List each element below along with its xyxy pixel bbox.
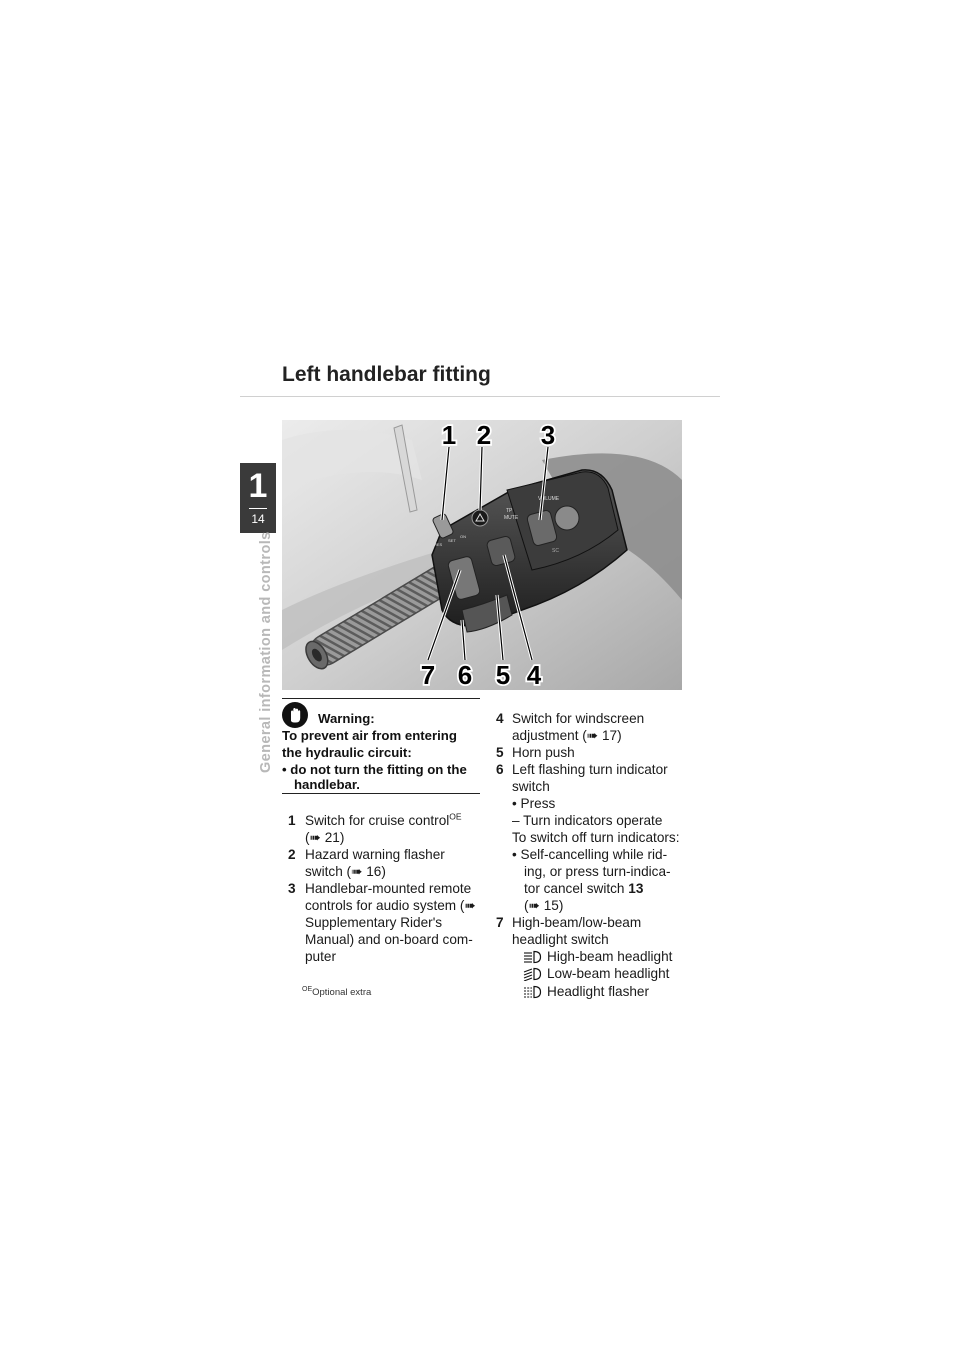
switch-label-set: SET: [448, 538, 456, 543]
item-7-line: headlight switch: [512, 932, 609, 947]
footnote-marker: OE: [302, 985, 313, 993]
item-4-line: Switch for windscreen: [512, 711, 645, 726]
switch-label-res: RES: [434, 542, 443, 547]
chapter-number: 1: [248, 467, 268, 505]
callout-7: 7: [420, 660, 436, 690]
item-number-6: 6: [496, 762, 504, 777]
item-number-5: 5: [496, 745, 504, 760]
callout-3: 3: [540, 420, 556, 450]
item-2-line: Hazard warning flasher: [305, 847, 445, 862]
item-6-line: (➠ 15): [524, 898, 564, 913]
chapter-tab-divider: [249, 508, 267, 509]
item-3-line: Supplementary Rider's: [305, 915, 443, 930]
item-7-line: High-beam/low-beam: [512, 915, 642, 930]
item-3-line: Manual) and on-board com-: [305, 932, 473, 947]
item-6-line: • Press: [512, 796, 556, 811]
item-3-line: puter: [305, 949, 336, 964]
warning-title: Warning:: [318, 711, 375, 726]
item-6-line: ing, or press turn-indica-: [524, 864, 671, 879]
item-3-line: controls for audio system (➠: [305, 898, 476, 913]
item-number-2: 2: [288, 847, 296, 862]
item-6-line: To switch off turn indicators:: [512, 830, 680, 845]
warning-line: To prevent air from entering: [282, 728, 457, 743]
callout-4: 4: [526, 660, 542, 690]
item-6-line: tor cancel switch 13: [524, 881, 644, 896]
item-4-line: adjustment (➠ 17): [512, 728, 622, 743]
handlebar-illustration: [282, 420, 682, 690]
item-6-line: • Self-cancelling while rid-: [512, 847, 668, 862]
warning-line: handlebar.: [294, 777, 360, 792]
warning-top-rule: [282, 698, 480, 699]
item-number-1: 1: [288, 813, 296, 828]
item-6-line: Left flashing turn indicator: [512, 762, 668, 777]
callout-1: 1: [441, 420, 457, 450]
title-divider: [240, 396, 720, 397]
switch-label-volume: VOLUME: [538, 496, 560, 502]
headlight-mode-label: Headlight flasher: [547, 984, 650, 999]
low-beam-icon: [522, 967, 542, 986]
item-number-7: 7: [496, 915, 504, 930]
headlight-mode-label: High-beam headlight: [547, 949, 673, 964]
page-title: Left handlebar fitting: [282, 363, 491, 386]
warning-line: the hydraulic circuit:: [282, 745, 412, 760]
switch-label-tp: TP: [506, 508, 513, 514]
chapter-tab: [240, 463, 276, 533]
item-6-line: switch: [512, 779, 550, 794]
warning-line: • do not turn the fitting on the: [282, 762, 467, 777]
footnote: $^{OE}$Optional extra: [302, 985, 372, 998]
headlight-mode-label: Low-beam headlight: [547, 966, 670, 981]
switch-label-mute: MUTE: [504, 515, 519, 521]
optional-extra-marker: OE: [449, 811, 462, 822]
cancel-switch-ref: 13: [628, 881, 644, 896]
switch-label-on: ON: [460, 534, 466, 539]
warning-bottom-rule: [282, 793, 480, 794]
item-5-line: Horn push: [512, 745, 575, 760]
headlight-flasher-icon: [522, 985, 542, 1004]
item-3-line: Handlebar-mounted remote: [305, 881, 472, 896]
item-2-line: switch (➠ 16): [305, 864, 386, 879]
chapter-label-text: General information and controls: [258, 531, 274, 773]
handlebar-figure: [282, 420, 682, 690]
warning-hand-icon: [282, 702, 308, 728]
item-number-4: 4: [496, 711, 504, 726]
switch-label-sc: SC: [552, 548, 559, 554]
item-1-line: Switch for cruise control$^{OE}$: [305, 811, 462, 828]
item-6-line: – Turn indicators operate: [512, 813, 663, 828]
callout-2: 2: [476, 420, 492, 450]
callout-6: 6: [457, 660, 473, 690]
item-number-3: 3: [288, 881, 296, 896]
item-1-line: (➠ 21): [305, 830, 345, 845]
callout-5: 5: [495, 660, 511, 690]
page-number: 14: [251, 512, 265, 526]
